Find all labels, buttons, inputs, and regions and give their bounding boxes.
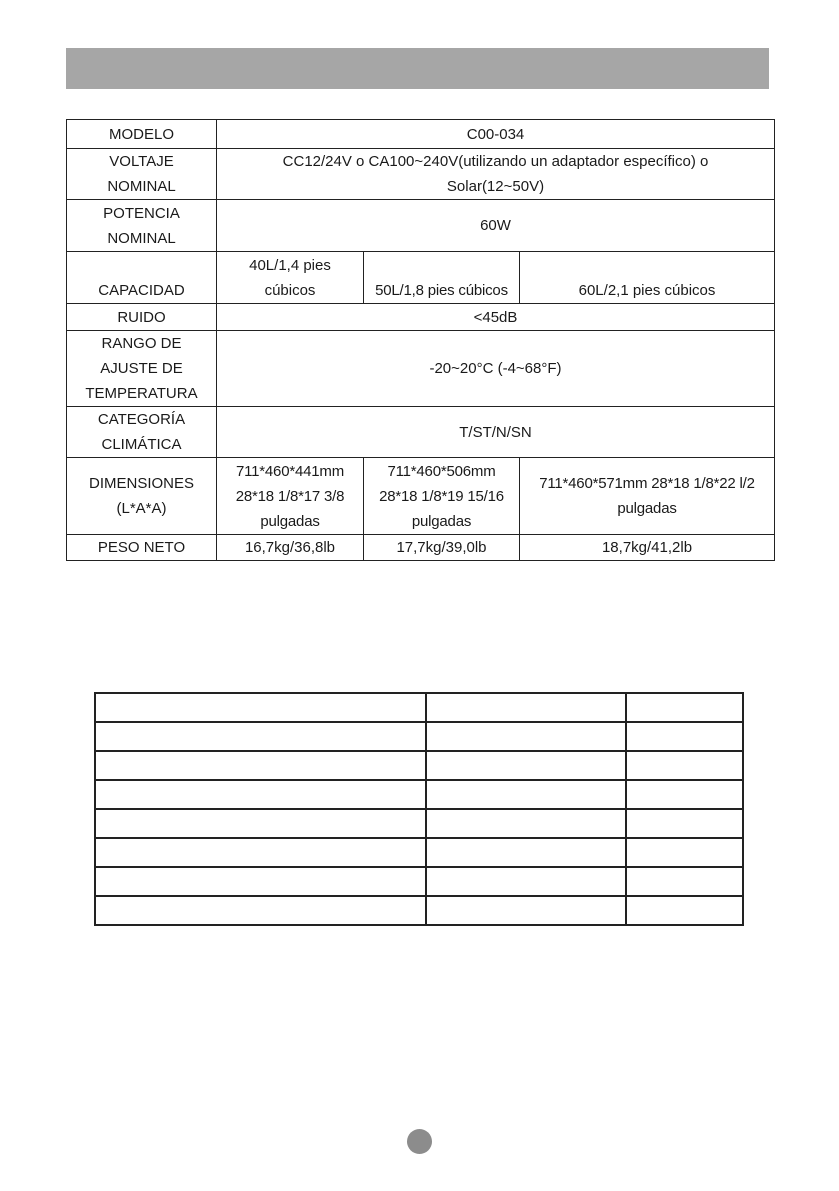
net-weight-label: PESO NETO bbox=[67, 535, 217, 561]
blank-cell bbox=[426, 867, 626, 896]
climate-value: T/ST/N/SN bbox=[217, 407, 775, 458]
blank-table bbox=[94, 692, 744, 926]
blank-cell bbox=[95, 809, 426, 838]
blank-cell bbox=[626, 896, 743, 925]
blank-table-row bbox=[95, 838, 743, 867]
blank-table-row bbox=[95, 809, 743, 838]
capacity-value-40l: 40L/1,4 pies cúbicos bbox=[217, 252, 364, 304]
blank-cell bbox=[426, 693, 626, 722]
climate-label: CATEGORÍA CLIMÁTICA bbox=[67, 407, 217, 458]
blank-cell bbox=[426, 838, 626, 867]
power-label: POTENCIA NOMINAL bbox=[67, 200, 217, 252]
row-voltage bbox=[67, 149, 775, 200]
blank-table-row bbox=[95, 693, 743, 722]
blank-cell bbox=[626, 838, 743, 867]
blank-cell bbox=[95, 867, 426, 896]
noise-label: RUIDO bbox=[67, 304, 217, 331]
blank-cell bbox=[95, 722, 426, 751]
dimensions-value-40l: 711*460*441mm 28*18 1/8*17 3/8 pulgadas bbox=[217, 458, 364, 535]
blank-table-row bbox=[95, 896, 743, 925]
blank-table-row bbox=[95, 780, 743, 809]
blank-cell bbox=[626, 780, 743, 809]
net-weight-value-40l: 16,7kg/36,8lb bbox=[217, 535, 364, 561]
blank-cell bbox=[426, 751, 626, 780]
blank-table-row bbox=[95, 722, 743, 751]
temperature-label: RANGO DE AJUSTE DE TEMPERATURA bbox=[67, 331, 217, 407]
blank-cell bbox=[426, 896, 626, 925]
row-temperature bbox=[67, 331, 775, 407]
net-weight-value-50l: 17,7kg/39,0lb bbox=[364, 535, 520, 561]
blank-cell bbox=[95, 693, 426, 722]
blank-table-row bbox=[95, 867, 743, 896]
blank-cell bbox=[426, 722, 626, 751]
model-label: MODELO bbox=[67, 120, 217, 149]
page-number-dot bbox=[407, 1129, 432, 1154]
row-noise bbox=[67, 304, 775, 331]
dimensions-label: DIMENSIONES (L*A*A) bbox=[67, 458, 217, 535]
row-capacity bbox=[67, 252, 775, 304]
header-bar bbox=[66, 48, 769, 89]
capacity-value-50l: 50L/1,8 pies cúbicos bbox=[364, 252, 520, 304]
blank-cell bbox=[626, 751, 743, 780]
dimensions-value-60l: 711*460*571mm 28*18 1/8*22 l/2 pulgadas bbox=[520, 458, 775, 535]
blank-cell bbox=[426, 780, 626, 809]
blank-table-row bbox=[95, 751, 743, 780]
row-power bbox=[67, 200, 775, 252]
row-climate bbox=[67, 407, 775, 458]
row-dimensions bbox=[67, 458, 775, 535]
blank-cell bbox=[426, 809, 626, 838]
blank-cell bbox=[95, 838, 426, 867]
temperature-value: -20~20°C (-4~68°F) bbox=[217, 331, 775, 407]
blank-cell bbox=[626, 722, 743, 751]
blank-cell bbox=[95, 751, 426, 780]
capacity-label: CAPACIDAD bbox=[67, 252, 217, 304]
blank-cell bbox=[626, 867, 743, 896]
net-weight-value-60l: 18,7kg/41,2lb bbox=[520, 535, 775, 561]
power-value: 60W bbox=[217, 200, 775, 252]
blank-cell bbox=[626, 693, 743, 722]
voltage-label: VOLTAJE NOMINAL bbox=[67, 149, 217, 200]
capacity-value-60l: 60L/2,1 pies cúbicos bbox=[520, 252, 775, 304]
voltage-value: CC12/24V o CA100~240V(utilizando un adaptador específico) o Solar(12~50V) bbox=[217, 149, 775, 200]
noise-value: <45dB bbox=[217, 304, 775, 331]
blank-cell bbox=[95, 896, 426, 925]
row-net-weight bbox=[67, 535, 775, 561]
blank-cell bbox=[95, 780, 426, 809]
row-model bbox=[67, 120, 775, 149]
spec-table bbox=[66, 119, 775, 561]
dimensions-value-50l: 711*460*506mm 28*18 1/8*19 15/16 pulgadas bbox=[364, 458, 520, 535]
blank-cell bbox=[626, 809, 743, 838]
model-value: C00-034 bbox=[217, 120, 775, 149]
